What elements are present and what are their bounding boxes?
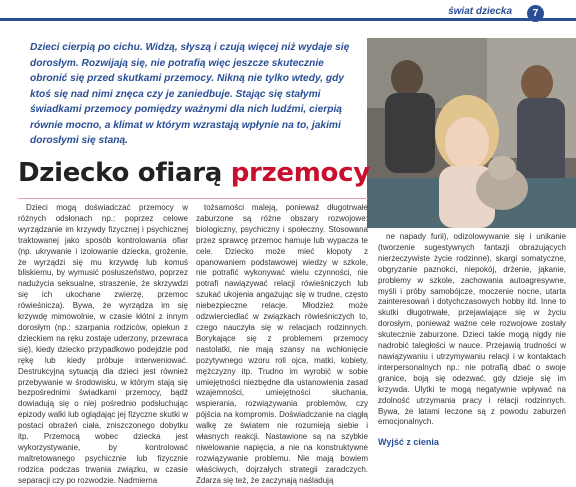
title-part1: Dziecko ofiarą [18, 158, 222, 188]
text-column-3 [378, 232, 566, 448]
page-number-badge: 7 [527, 5, 544, 22]
text-column-2 [196, 203, 368, 487]
title-rule [18, 198, 368, 199]
title-part2: przemocy [230, 158, 370, 188]
page-header [0, 0, 576, 30]
column-3-text: ne napady furii), odizolowywanie się i unikanie (tworzenie sugestywnych fantazji obrazujących nierzeczywiste życie rodzinne), skargi somatyczne, obgryzanie paznokci, niepokój, drżenie, jąkanie, problemy w szkole, zachowania autoagresywne, myśli i próby samobójcze, moczenie nocne, utarta zainteresowań i dotychczasowych hobby itd. Inne to skutki długotrwałe, przejawiające się w życiu dorosłym, ponieważ ważne cele rozwojowe zostały skutecznie zaburzone. Dzieci takie mogą nigdy nie nadrobić taległości w nauce. Przejawią trudności w nawiązywaniu i utrzymywaniu relacji i w kontaktach interpersonalnych np.: nie potrafią dbać o swoje granice, boją się odezwać, gdy dzieje się im krzywda. Ulytki te mogą negatywnie wpływać na zdolność utrzymania pracy i relacji rodzinnych. Bywa, że latami leczone są z powodu zaburzeń emocjonalnych. [378, 232, 566, 427]
header-rule [0, 18, 576, 21]
column-1-text: Dzieci mogą doświadczać przemocy w różnych odsłonach np.: poprzez celowe wyrządzanie im krzywdy fizycznej i psychicznej traktowanej jako sposób kontrolowania ofiar (np. ukrywanie i izolowanie dziecka, grożenie, że wyrządzi się mu krzywdę lub komuś bliskiemu, by wymusić posłuszeństwo, poprzez nadużycia seksualne, straszenie, że skrzywdzi się ich ukochane zwierzę, przemoc rówieśnicza). Bywa, że wyrządza im się krzywdę mimowolnie, w czasie kłótni z innym dorosłym (np.: szarpania rodziców, opiekun z dzieckiem na ręku zostaje uderzony, przewraca się), kiedy dziecko przypadkowo podejdzie pod rękę lub kiedy próbuje interweniować. Destrukcyjną sytuacją dla dzieci jest również przebywanie w środowisku, w którym stają się bezpośrednimi świadkami przemocy, bądź dowiadują się o niej pośrednio podsłuchując epizody walki lub oglądając jej fizyczne skutki w postaci obrażeń ciała, zniszczonego dobytku itp. Przemocą wobec dziecka jest wykorzystywanie, by kontrolować maltretowanego psychicznie lub fizycznie rodzica podczas trwania związku, w czasie separacji czy po rozwodzie. Nadmierna [18, 203, 188, 485]
article-title [18, 158, 370, 188]
text-column-1 [18, 203, 188, 487]
column-3-subhead: Wyjść z cienia [378, 437, 439, 448]
section-label: świat dziecka [442, 6, 518, 17]
column-2-text: tożsamości maleją, ponieważ długotrwałe zaburzone są różne obszary rozwojowe: biologiczny, psychiczny i społeczny. Stosowana przez sprawcę przemoc hamuje lub wypacza te cele. Dziecko może mieć kłopoty z opanowaniem podstawowej wiedzy w szkole, nie potrafić wykonywać wielu czynności, nie potrafi nawiązywać relacji rówieśniczych lub szukać ukojenia angażując się w trudne, często niebezpieczne relacje. Młodzież może odzwierciedlać w związkach rówieśniczych to, czego nauczyła się w relacjach rodzinnych. Borykające się z problemem przemocy nastolatki, nie mają szansy na wchłonięcie pozytywnego wzoru roli ojca, matki, kobiety, mężczyzny itp. Trudno im wyrobić w sobie umiejętności niezbędne dla ustanowienia zasad wzajemności, umiejętności słuchania, wspierania, rozwiązywania problemów, czy pójścia na kompromis. Doświadczanie na ciągłą walkę ze światem nie rozumieją siebie i własnych reakcji. Nastawione są na szybkie niwelowanie napięcia, a nie na konstruktywne rozwiązywanie problemu. Nie mają bowiem właściwych, dojrzałych strategii zaradczych. Zdarza się też, że zaczynają naśladują [196, 203, 368, 485]
child-photo-icon [367, 38, 576, 228]
lead-paragraph: Dzieci cierpią po cichu. Widzą, słyszą i czują więcej niż wydaje się dorosłym. Rozwijają się, nie potrafią więc jeszcze skutecznie obronić się przed skutkami przemocy. Nikną nie tylko wtedy, gdy ktoś się nad nimi znęca czy je zaniedbuje. Stając się stałymi świadkami przemocy pomiędzy ważnymi dla nich ludźmi, cierpią równie mocno, a klimat w którym wzrastają wpłynie na to, jakimi dorosłymi się staną. [30, 42, 350, 146]
